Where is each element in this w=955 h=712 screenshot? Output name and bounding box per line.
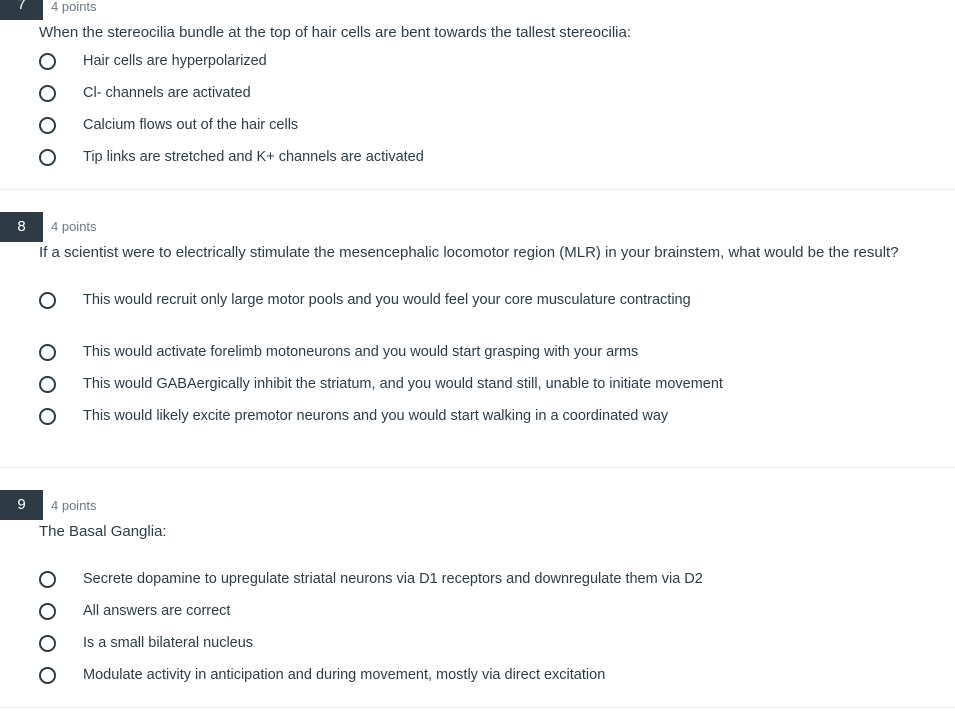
radio-button[interactable] bbox=[39, 292, 56, 309]
radio-button[interactable] bbox=[39, 408, 56, 425]
question-divider bbox=[0, 189, 955, 190]
answer-option[interactable] bbox=[39, 567, 703, 591]
answer-label[interactable]: This would recruit only large motor pools and you would feel your core musculature contracting bbox=[83, 292, 691, 308]
answer-option[interactable] bbox=[39, 663, 605, 687]
radio-button[interactable] bbox=[39, 53, 56, 70]
question-points: 4 points bbox=[51, 219, 97, 234]
answer-label[interactable]: Hair cells are hyperpolarized bbox=[83, 53, 267, 69]
radio-button[interactable] bbox=[39, 667, 56, 684]
radio-button[interactable] bbox=[39, 635, 56, 652]
answer-label[interactable]: Modulate activity in anticipation and during movement, mostly via direct excitation bbox=[83, 667, 606, 683]
question-points: 4 points bbox=[51, 0, 97, 14]
answer-option[interactable] bbox=[39, 113, 298, 137]
answer-label[interactable]: All answers are correct bbox=[83, 603, 231, 619]
answer-option[interactable] bbox=[39, 340, 638, 364]
answer-label[interactable]: This would GABAergically inhibit the striatum, and you would stand still, unable to initiate movement bbox=[83, 376, 723, 392]
radio-button[interactable] bbox=[39, 149, 56, 166]
radio-button[interactable] bbox=[39, 344, 56, 361]
answer-label[interactable]: This would activate forelimb motoneurons and you would start grasping with your arms bbox=[83, 344, 639, 360]
answer-label[interactable]: Is a small bilateral nucleus bbox=[83, 635, 254, 651]
question-text: If a scientist were to electrically stimulate the mesencephalic locomotor region (MLR) in your brainstem, what would be the result? bbox=[39, 244, 899, 261]
answer-label[interactable]: Secrete dopamine to upregulate striatal neurons via D1 receptors and downregulate them via D2 bbox=[83, 571, 703, 587]
radio-button[interactable] bbox=[39, 85, 56, 102]
question-divider bbox=[0, 467, 955, 468]
answer-label[interactable]: This would likely excite premotor neurons and you would start walking in a coordinated way bbox=[83, 408, 669, 424]
answer-label[interactable]: Tip links are stretched and K+ channels are activated bbox=[83, 149, 424, 165]
answer-label[interactable]: Cl- channels are activated bbox=[83, 85, 251, 101]
answer-option[interactable] bbox=[39, 404, 668, 428]
question-text: When the stereocilia bundle at the top of hair cells are bent towards the tallest stereocilia: bbox=[39, 24, 631, 41]
radio-button[interactable] bbox=[39, 571, 56, 588]
answer-label[interactable]: Calcium flows out of the hair cells bbox=[83, 117, 299, 133]
answer-option[interactable] bbox=[39, 372, 723, 396]
question-text: The Basal Ganglia: bbox=[39, 523, 167, 540]
question-number: 7 bbox=[0, 0, 43, 20]
question-divider bbox=[0, 707, 955, 708]
radio-button[interactable] bbox=[39, 603, 56, 620]
radio-button[interactable] bbox=[39, 117, 56, 134]
answer-option[interactable] bbox=[39, 49, 267, 73]
question-points: 4 points bbox=[51, 498, 97, 513]
question-number: 8 bbox=[0, 212, 43, 242]
answer-option[interactable] bbox=[39, 599, 230, 623]
answer-option[interactable] bbox=[39, 145, 424, 169]
radio-button[interactable] bbox=[39, 376, 56, 393]
answer-option[interactable] bbox=[39, 288, 691, 312]
question-number: 9 bbox=[0, 490, 43, 520]
answer-option[interactable] bbox=[39, 631, 253, 655]
answer-option[interactable] bbox=[39, 81, 251, 105]
